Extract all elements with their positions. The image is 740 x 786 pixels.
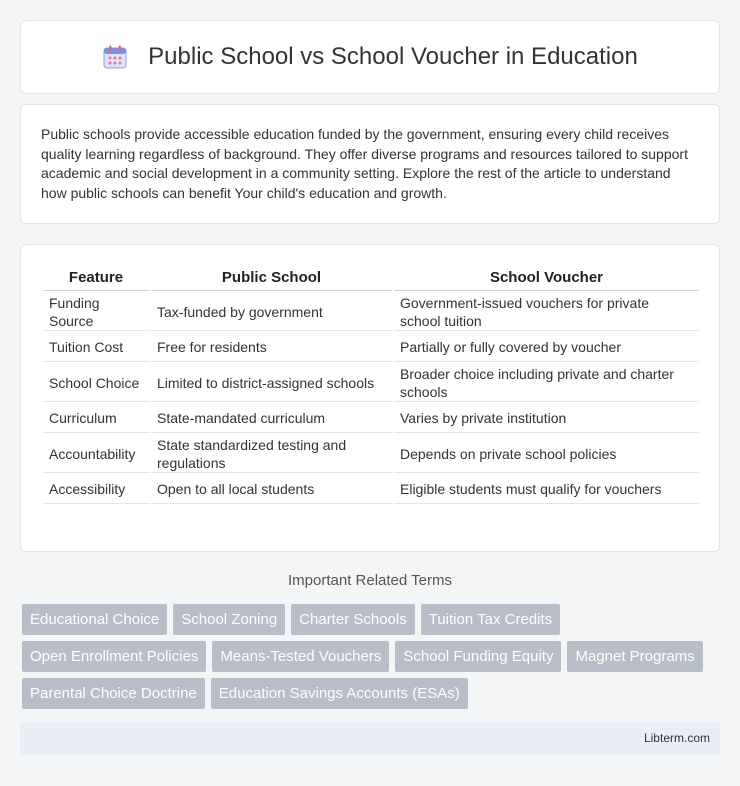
table-cell: Government-issued vouchers for private school tuition [394, 293, 699, 331]
table-cell: State standardized testing and regulations [151, 435, 392, 473]
table-cell: School Choice [43, 364, 149, 402]
table-cell: Varies by private institution [394, 404, 699, 433]
table-row [43, 475, 699, 504]
table-row [43, 293, 699, 331]
table-row [43, 404, 699, 433]
table-cell: Limited to district-assigned schools [151, 364, 392, 402]
term-tag[interactable]: Educational Choice [22, 604, 167, 635]
intro-card [20, 104, 720, 224]
page-title: Public School vs School Voucher in Education [148, 43, 638, 70]
table-cell: Partially or fully covered by voucher [394, 333, 699, 362]
header-feature: Feature [43, 265, 149, 291]
table-cell: Accountability [43, 435, 149, 473]
term-tag[interactable]: School Zoning [173, 604, 285, 635]
term-tag[interactable]: Education Savings Accounts (ESAs) [211, 678, 468, 709]
table-cell: Depends on private school policies [394, 435, 699, 473]
table-row [43, 435, 699, 473]
related-terms-list [22, 604, 722, 715]
intro-text: Public schools provide accessible education funded by the government, ensuring every child receives quality learning regardless of background. They offer diverse programs and resources tailored to support academic and social development in a community setting. Explore the rest of the article to understand how public schools can benefit Your child's education and growth. [41, 126, 688, 201]
table-cell: Curriculum [43, 404, 149, 433]
footer [20, 722, 720, 755]
table-cell: Funding Source [43, 293, 149, 331]
term-tag[interactable]: Charter Schools [291, 604, 415, 635]
term-tag[interactable]: Means-Tested Vouchers [212, 641, 389, 672]
table-cell: State-mandated curriculum [151, 404, 392, 433]
term-tag[interactable]: Magnet Programs [567, 641, 702, 672]
comparison-table [41, 263, 701, 506]
table-cell: Open to all local students [151, 475, 392, 504]
header-school-voucher: School Voucher [394, 265, 699, 291]
term-tag[interactable]: School Funding Equity [395, 641, 561, 672]
related-terms-heading: Important Related Terms [288, 572, 452, 589]
table-row [43, 333, 699, 362]
calendar-icon [102, 44, 128, 70]
term-tag[interactable]: Tuition Tax Credits [421, 604, 560, 635]
footer-site-link[interactable]: Libterm.com [643, 731, 710, 745]
table-cell: Tuition Cost [43, 333, 149, 362]
table-row [43, 364, 699, 402]
comparison-table-card [20, 244, 720, 552]
term-tag[interactable]: Parental Choice Doctrine [22, 678, 205, 709]
table-cell: Free for residents [151, 333, 392, 362]
table-header-row [43, 265, 699, 291]
term-tag[interactable]: Open Enrollment Policies [22, 641, 206, 672]
table-cell: Broader choice including private and charter schools [394, 364, 699, 402]
table-cell: Eligible students must qualify for vouchers [394, 475, 699, 504]
title-card [20, 20, 720, 94]
table-cell: Accessibility [43, 475, 149, 504]
table-cell: Tax-funded by government [151, 293, 392, 331]
header-public-school: Public School [151, 265, 392, 291]
